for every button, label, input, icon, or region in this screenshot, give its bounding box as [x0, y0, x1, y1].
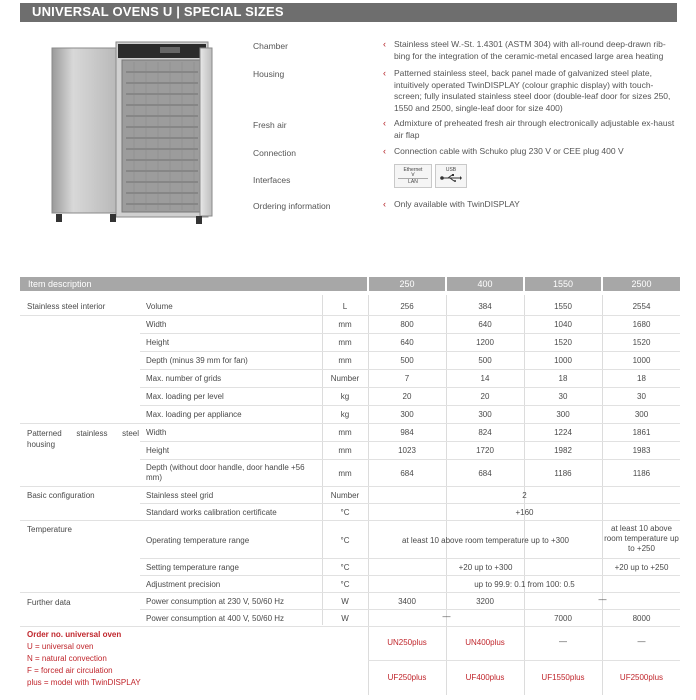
param-power-400: Power consumption at 400 V, 50/60 Hz	[146, 614, 285, 623]
unit-load-appliance: kg	[340, 410, 350, 419]
unit-load-level: kg	[340, 392, 350, 401]
value-cell: 1982	[554, 446, 572, 455]
value-cell: 30	[558, 392, 568, 401]
param-volume: Volume	[146, 302, 173, 311]
value-cell: 20	[402, 392, 412, 401]
param-width: Width	[146, 320, 167, 329]
spec-label-connection: Connection	[253, 148, 297, 158]
value-cell: 500	[400, 356, 414, 365]
group-temperature: Temperature	[27, 525, 72, 534]
order-number-uf1550: UF1550plus	[541, 673, 585, 682]
spec-value-housing: ‹ Patterned stainless steel, back panel made of galvanized steel plate, intuitively operated TwinDISPLAY (colour graphic display) with touch-screen; fully insulated stainless steel door (double-leaf door for sizes 250, 1550 and 2500, single-leaf door for size 400)	[383, 68, 679, 114]
group-interior: Stainless steel interior	[27, 302, 106, 311]
usb-symbol-icon	[440, 173, 462, 183]
header-size-2500: 2500	[631, 279, 652, 289]
param-load-appliance: Max. loading per appliance	[146, 410, 242, 419]
order-legend-f: F = forced air circulation	[27, 666, 113, 675]
value-cell: 500	[478, 356, 492, 365]
order-number-un400: UN400plus	[465, 638, 505, 647]
value-cell: 14	[480, 374, 490, 383]
value-cell: 1224	[554, 428, 572, 437]
value-cell: 7	[404, 374, 410, 383]
unit-power-230: W	[341, 597, 349, 606]
group-basic: Basic configuration	[27, 491, 95, 500]
value-cell: 300	[634, 410, 649, 419]
value-cell: at least 10 above room temperature up to +250	[604, 524, 679, 553]
value-cell: 2	[522, 491, 527, 500]
order-number-un250: UN250plus	[387, 638, 427, 647]
spec-label-ordering: Ordering information	[253, 201, 331, 211]
value-cell: 3200	[476, 597, 494, 606]
value-cell: 1186	[632, 469, 651, 478]
param-housing-width: Width	[146, 428, 167, 437]
unit-max-grids: Number	[330, 374, 360, 383]
value-cell: 684	[478, 469, 492, 478]
value-cell: 3400	[398, 597, 416, 606]
param-calibration: Standard works calibration certificate	[146, 508, 277, 517]
unit-housing-height: mm	[338, 446, 352, 455]
value-cell: 8000	[632, 614, 651, 623]
order-number-uf2500: UF2500plus	[619, 673, 664, 682]
spec-label-interfaces: Interfaces	[253, 175, 291, 185]
order-legend-u: U = universal oven	[27, 642, 94, 651]
order-legend-n: N = natural convection	[27, 654, 107, 663]
value-cell: 300	[478, 410, 492, 419]
value-cell: 256	[400, 302, 414, 311]
param-height: Height	[146, 338, 170, 347]
value-cell: —	[442, 612, 451, 621]
value-cell: 824	[478, 428, 492, 437]
value-cell: 1520	[632, 338, 651, 347]
value-cell: 2554	[632, 302, 651, 311]
param-adjustment: Adjustment precision	[146, 580, 221, 589]
spec-value-chamber: ‹ Stainless steel W.-St. 1.4301 (ASTM 304) with all-round deep-drawn rib-bing for the integration of the ceramic-metal encased large area heating	[383, 39, 679, 62]
unit-depth: mm	[338, 356, 352, 365]
spec-label-fresh-air: Fresh air	[253, 120, 287, 130]
value-cell: 1680	[632, 320, 651, 329]
spec-value-fresh-air: ‹ Admixture of preheated fresh air through electronically adjustable ex-haust air flap	[383, 118, 679, 141]
value-cell: 1550	[554, 302, 572, 311]
order-legend-plus: plus = model with TwinDISPLAY	[27, 678, 141, 687]
value-cell: 640	[400, 338, 414, 347]
value-cell: 1000	[554, 356, 572, 365]
value-cell: 7000	[554, 614, 572, 623]
value-cell: 384	[478, 302, 492, 311]
value-cell: 30	[637, 392, 646, 401]
param-steel-grid: Stainless steel grid	[146, 491, 214, 500]
order-number-uf250: UF250plus	[387, 673, 427, 682]
value-cell: 300	[400, 410, 414, 419]
order-number-uf400: UF400plus	[465, 673, 505, 682]
page-title: UNIVERSAL OVENS U | SPECIAL SIZES	[32, 4, 284, 19]
value-cell: 1983	[632, 446, 651, 455]
group-further: Further data	[27, 598, 71, 607]
spec-value-ordering: ‹ Only available with TwinDISPLAY	[383, 199, 679, 211]
table-header	[20, 277, 680, 291]
value-cell: up to 99.9: 0.1 from 100: 0.5	[474, 580, 575, 589]
unit-steel-grid: Number	[330, 491, 360, 500]
unit-height: mm	[338, 338, 352, 347]
value-cell: +160	[515, 508, 534, 517]
value-cell: 1200	[476, 338, 494, 347]
group-housing: Patterned stainless steel housing	[27, 429, 139, 449]
value-cell: 20	[480, 392, 490, 401]
value-cell: 1720	[476, 446, 494, 455]
param-depth: Depth (minus 39 mm for fan)	[146, 356, 248, 365]
spec-label-housing: Housing	[253, 69, 285, 79]
param-housing-depth: Depth (without door handle, door handle +56 mm)	[146, 463, 305, 482]
header-size-250: 250	[399, 279, 415, 289]
param-setting-temp: Setting temperature range	[146, 563, 239, 572]
lan-label: LAN	[398, 178, 428, 185]
header-size-1550: 1550	[552, 279, 574, 289]
param-load-level: Max. loading per level	[146, 392, 224, 401]
value-cell: 640	[478, 320, 492, 329]
param-power-230: Power consumption at 230 V, 50/60 Hz	[146, 597, 285, 606]
value-cell: 1520	[554, 338, 572, 347]
order-title: Order no. universal oven	[27, 630, 122, 639]
ethernet-interface-icon: Ethernet ⋎ LAN	[394, 164, 432, 188]
spec-value-connection: ‹ Connection cable with Schuko plug 230 V or CEE plug 400 V	[383, 146, 679, 158]
unit-power-400: W	[341, 614, 349, 623]
unit-setting-temp: °C	[340, 563, 350, 572]
header-item-description: Item description	[28, 279, 92, 289]
unit-operating-temp: °C	[340, 536, 350, 545]
param-operating-temp: Operating temperature range	[146, 536, 250, 545]
value-cell: 1040	[554, 320, 572, 329]
value-cell: —	[598, 595, 607, 604]
value-cell: 18	[558, 374, 568, 383]
value-cell: at least 10 above room temperature up to +300	[402, 536, 569, 545]
unit-calibration: °C	[340, 508, 350, 517]
value-cell: +20 up to +250	[614, 563, 669, 572]
usb-label: USB	[445, 167, 457, 173]
unit-width: mm	[338, 320, 352, 329]
order-number-empty: —	[637, 637, 646, 646]
ethernet-label: Ethernet	[403, 167, 423, 173]
value-cell: 1000	[632, 356, 651, 365]
oven-image	[50, 38, 216, 228]
value-cell: 300	[556, 410, 570, 419]
value-cell: 1186	[554, 469, 572, 478]
value-cell: +20 up to +300	[458, 563, 513, 572]
title-bar	[20, 3, 677, 22]
value-cell: 984	[400, 428, 414, 437]
spec-label-chamber: Chamber	[253, 41, 288, 51]
value-cell: 1861	[632, 428, 651, 437]
value-cell: 800	[400, 320, 414, 329]
unit-housing-width: mm	[338, 428, 352, 437]
unit-volume: L	[342, 302, 348, 311]
order-number-empty: —	[559, 637, 567, 646]
usb-interface-icon	[435, 164, 467, 188]
value-cell: 1023	[398, 446, 416, 455]
unit-adjustment: °C	[340, 580, 350, 589]
param-housing-height: Height	[146, 446, 170, 455]
unit-housing-depth: mm	[338, 469, 352, 478]
param-max-grids: Max. number of grids	[146, 374, 222, 383]
value-cell: 684	[400, 469, 414, 478]
value-cell: 18	[637, 374, 646, 383]
header-size-400: 400	[477, 279, 493, 289]
